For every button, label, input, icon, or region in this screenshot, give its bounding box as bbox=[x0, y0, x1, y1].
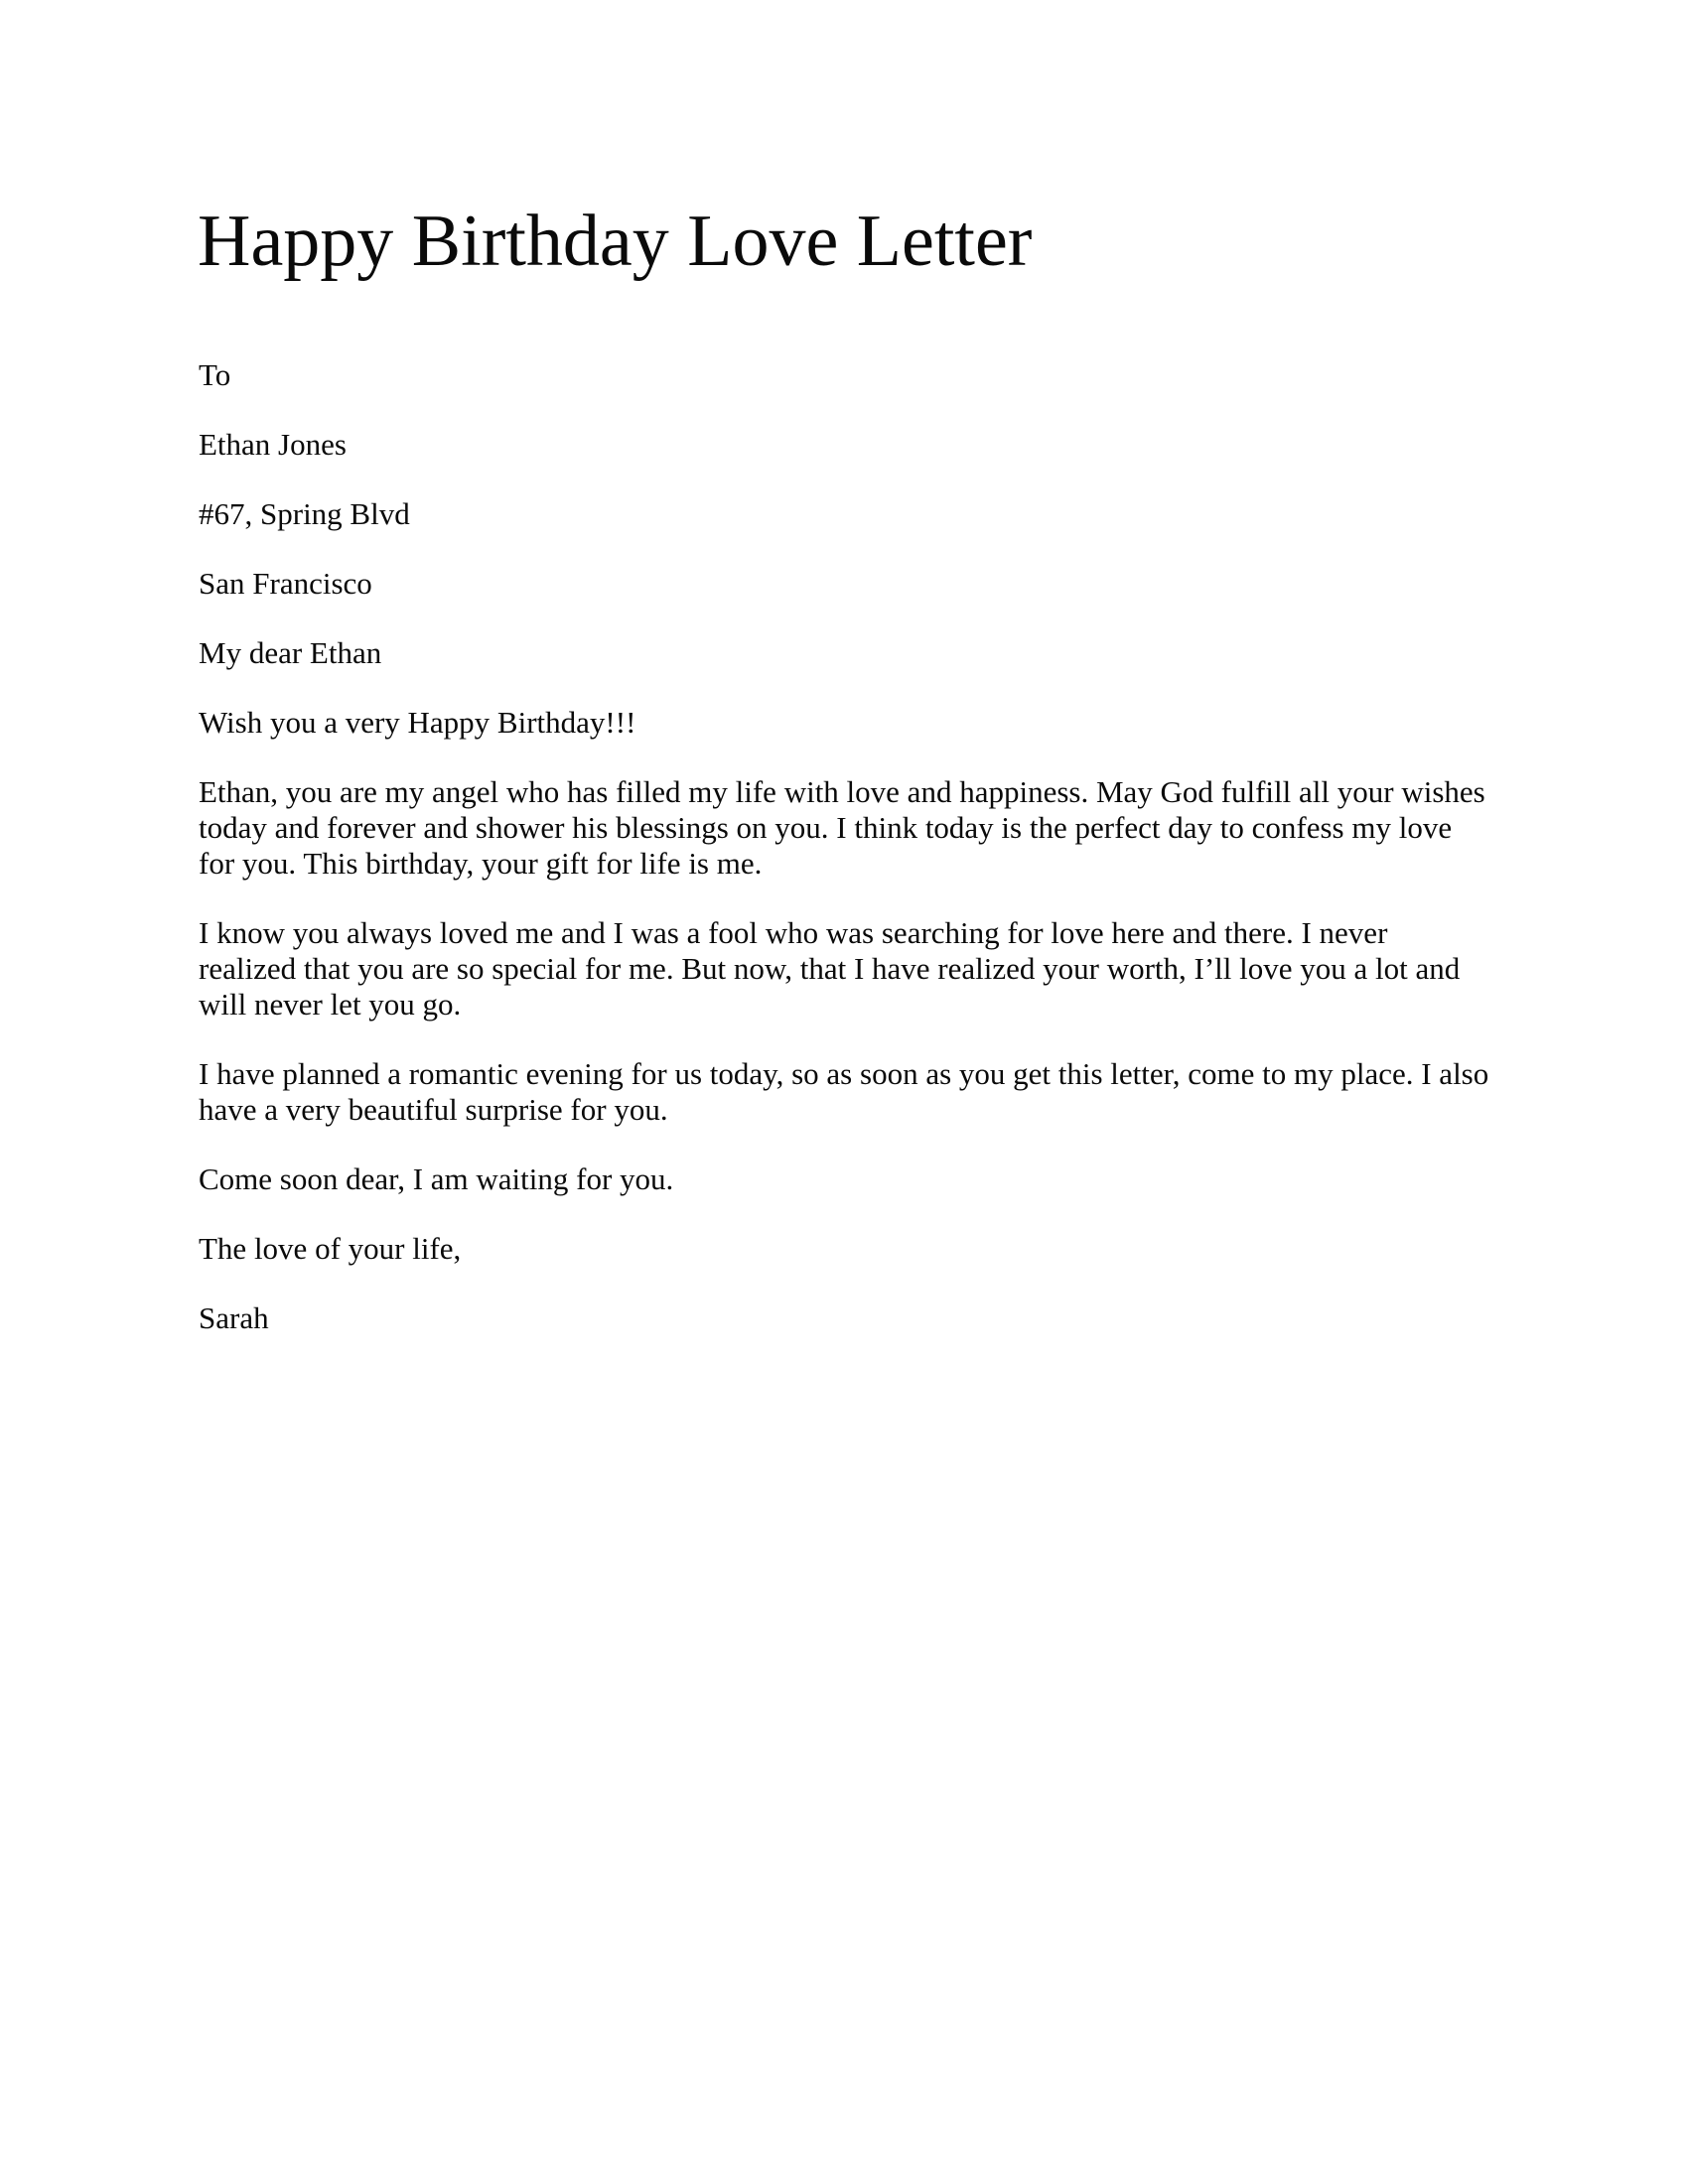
letter-body bbox=[199, 357, 1489, 1370]
page-title: Happy Birthday Love Letter bbox=[198, 201, 1033, 282]
paragraph-romantic-evening: I have planned a romantic evening for us today, so as soon as you get this letter, come to my place. I also have a very beautiful surprise for you. bbox=[199, 1056, 1489, 1127]
paragraph-realization: I know you always loved me and I was a fool who was searching for love here and there. I never realized that you are so special for me. But now, that I have realized your worth, I’ll love you a lot and will never let you go. bbox=[199, 915, 1461, 1022]
recipient-address: #67, Spring Blvd bbox=[199, 496, 410, 531]
recipient-name: Ethan Jones bbox=[199, 427, 347, 462]
paragraph-angel: Ethan, you are my angel who has filled my life with love and happiness. May God fulfill all your wishes today and forever and shower his blessings on you. I think today is the perfect day to confess my love for you. This birthday, your gift for life is me. bbox=[199, 774, 1485, 881]
greeting: My dear Ethan bbox=[199, 635, 382, 670]
signature: Sarah bbox=[199, 1300, 269, 1335]
recipient-to-label: To bbox=[199, 357, 231, 392]
closing: The love of your life, bbox=[199, 1231, 462, 1266]
paragraph-birthday-wish: Wish you a very Happy Birthday!!! bbox=[199, 705, 636, 740]
paragraph-come-soon: Come soon dear, I am waiting for you. bbox=[199, 1161, 674, 1196]
recipient-city: San Francisco bbox=[199, 566, 372, 601]
